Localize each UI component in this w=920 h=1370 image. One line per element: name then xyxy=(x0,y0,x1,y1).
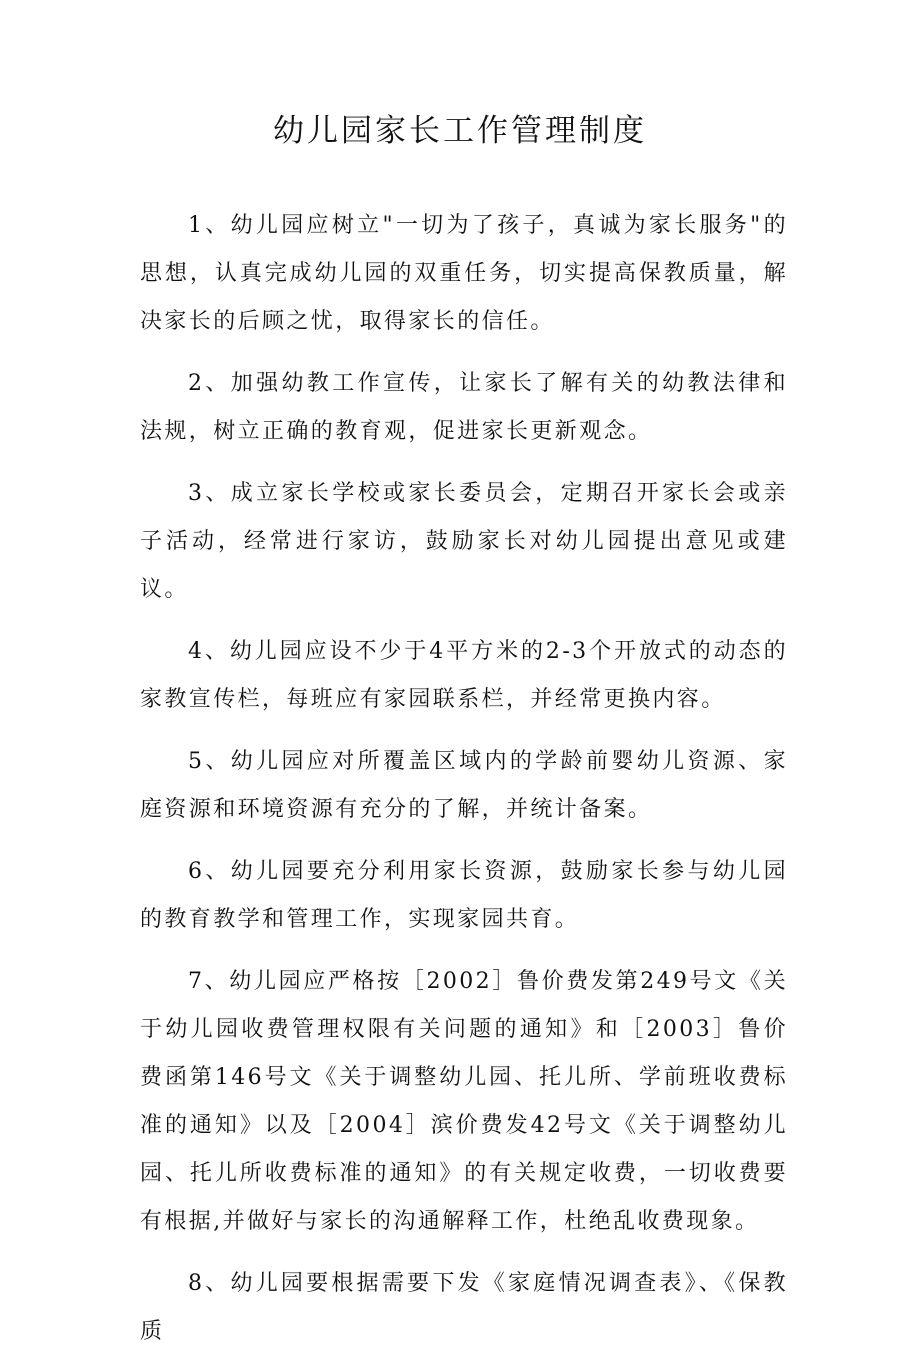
paragraph-6: 6、幼儿园要充分利用家长资源，鼓励家长参与幼儿园的教育教学和管理工作，实现家园共育。 xyxy=(140,859,788,932)
paragraph-7: 7、幼儿园应严格按［2002］鲁价费发第249号文《关于幼儿园收费管理权限有关问题的通知》和［2003］鲁价费函第146号文《关于调整幼儿园、托儿所、学前班收费标准的通知》以及［2004］滨价费发42号文《关于调整幼儿园、托儿所收费标准的通知》的有关规定收费，一切收费要有根据,并做好与家长的沟通解释工作，杜绝乱收费现象。 xyxy=(140,969,788,1234)
paragraph-1: 1、幼儿园应树立"一切为了孩子，真诚为家长服务"的思想，认真完成幼儿园的双重任务，切实提高保教质量，解决家长的后顾之忧，取得家长的信任。 xyxy=(140,213,788,334)
document-title: 幼儿园家长工作管理制度 xyxy=(273,113,647,149)
paragraph-5: 5、幼儿园应对所覆盖区域内的学龄前婴幼儿资源、家庭资源和环境资源有充分的了解，并统计备案。 xyxy=(140,749,788,822)
paragraph-4: 4、幼儿园应设不少于4平方米的2-3个开放式的动态的家教宣传栏，每班应有家园联系栏，并经常更换内容。 xyxy=(140,639,788,712)
paragraph-8: 8、幼儿园要根据需要下发《家庭情况调查表》、《保教质 xyxy=(140,1271,788,1344)
document-body xyxy=(140,202,788,1370)
paragraph-3: 3、成立家长学校或家长委员会，定期召开家长会或亲子活动，经常进行家访，鼓励家长对幼儿园提出意见或建议。 xyxy=(140,481,788,602)
paragraph-2: 2、加强幼教工作宣传，让家长了解有关的幼教法律和法规，树立正确的教育观，促进家长更新观念。 xyxy=(140,371,788,444)
